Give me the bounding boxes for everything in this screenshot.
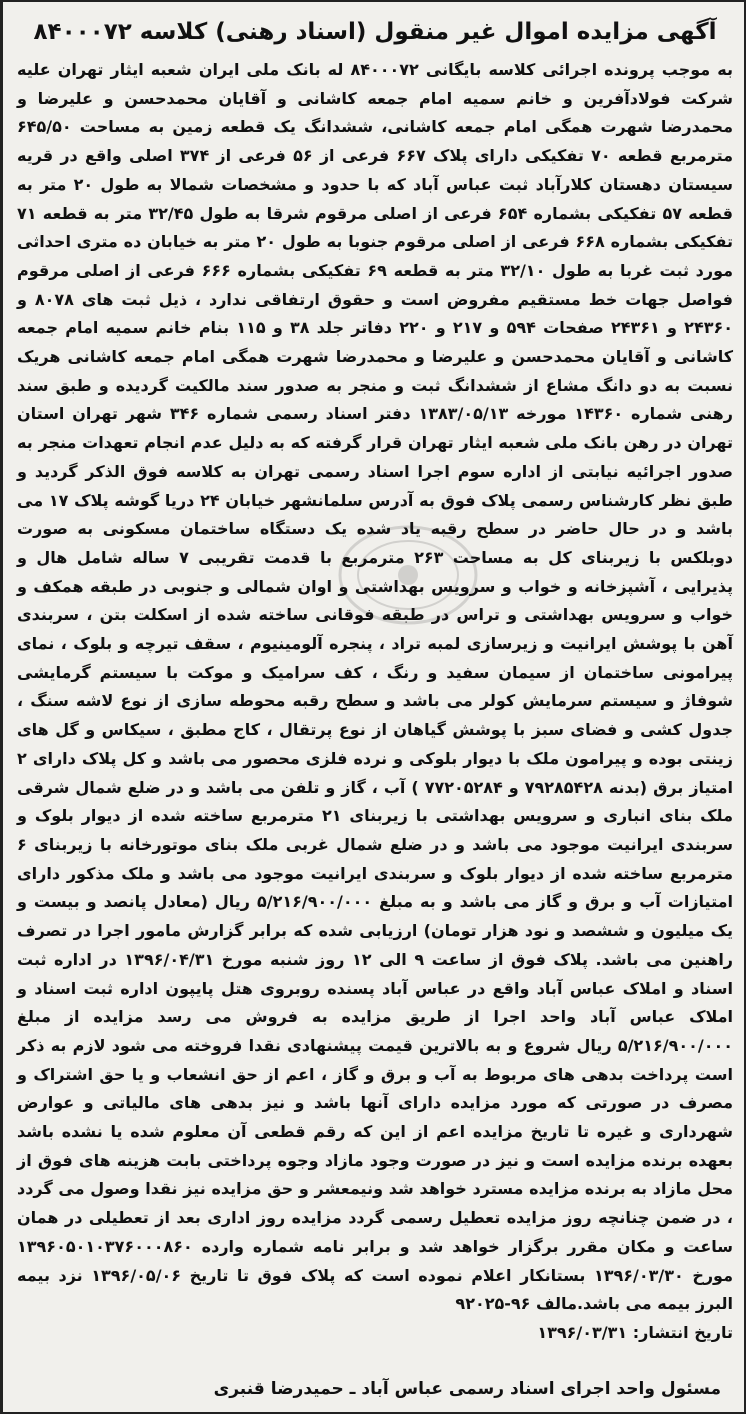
publication-date: تاریخ انتشار: ۱۳۹۶/۰۳/۳۱ bbox=[537, 1322, 733, 1342]
notice-body: به موجب پرونده اجرائی کلاسه بایگانی ۸۴۰۰۰۷۲ له بانک ملی ایران شعبه ایثار تهران علیه شرکت فولادآفرین و خانم سمیه امام جمعه کاشانی و آقایان محمدحسن و علیرضا و محمدرضا شهرت همگی امام جمعه کاشانی، ششدانگ یک قطعه زمین به مساحت ۶۴۵/۵۰ مترمربع قطعه ۷۰ تفکیکی دارای پلاک ۶۶۷ فرعی از ۵۶ فرعی از ۳۷۴ اصلی واقع در قریه سیستان دهستان کلارآباد ثبت عباس آباد که با حدود و مشخصات شمالا به طول ۲۰ متر به قطعه ۵۷ تفکیکی بشماره ۶۵۴ فرعی از اصلی مرقوم شرقا به طول ۳۲/۴۵ متر به قطعه ۷۱ تفکیکی بشماره ۶۶۸ فرعی از اصلی مرقوم جنوبا به طول ۲۰ متر به خیابان ده متری احداثی مورد ثبت غربا به طول ۳۲/۱۰ متر به قطعه ۶۹ تفکیکی بشماره ۶۶۶ فرعی از اصلی مرقوم فواصل جهات خط مستقیم مفروض است و حقوق ارتفاقی ندارد ، ذیل ثبت های ۸۰۷۸ و ۲۴۳۶۰ و ۲۴۳۶۱ صفحات ۵۹۴ و ۲۱۷ و ۲۲۰ دفاتر جلد ۳۸ و ۱۱۵ بنام خانم سمیه امام جمعه کاشانی و آقایان محمدحسن و علیرضا و محمدرضا شهرت همگی امام جمعه کاشانی هریک نسبت به دو دانگ مشاع از ششدانگ ثبت و منجر به صدور سند مالکیت گردیده و طبق سند رهنی شماره ۱۴۳۶۰ مورخه ۱۳۸۳/۰۵/۱۳ دفتر اسناد رسمی شماره ۳۴۶ شهر تهران استان تهران در رهن بانک ملی شعبه ایثار تهران قرار گرفته که به دلیل عدم انجام تعهدات منجر به صدور اجرائیه نیابتی از اداره سوم اجرا اسناد رسمی تهران به کلاسه فوق الذکر گردید و طبق نظر کارشناس رسمی پلاک فوق به آدرس سلمانشهر خیابان ۲۴ دریا گوشه پلاک ۱۷ می باشد و در حال حاضر در سطح رقبه یاد شده یک دستگاه ساختمان مسکونی به صورت دوبلکس با زیربنای کل به مساحت ۲۶۳ مترمربع با قدمت تقریبی ۷ ساله شامل هال و پذیرایی ، آشپزخانه و خواب و سرویس بهداشتی و اوان شمالی و جنوبی در طبقه همکف و خواب و سرویس بهداشتی و تراس در طبقه فوقانی ساخته شده از اسکلت بتن ، سربندی آهن با پوشش ایرانیت و زیرسازی لمبه تراد ، پنجره آلومینیوم ، سقف تیرچه و بلوک ، نمای پیرامونی ساختمان از سیمان سفید و رنگ ، کف سرامیک و موکت با سیستم گرمایشی شوفاژ و سیستم سرمایش کولر می باشد و سطح رقبه محوطه سازی از نوع لاشه سنگ ، جدول کشی و فضای سبز با پوشش گیاهان از نوع پرتقال ، کاج مطبق ، سیکاس و گل های زینتی بوده و پیرامون ملک با دیوار بلوکی و نرده فلزی محصور می باشد و کل پلاک دارای ۲ امتیاز برق (بدنه ۷۹۲۸۵۴۲۸ و ۷۷۲۰۵۲۸۴ ) آب ، گاز و تلفن می باشد و در ضلع شمال شرقی ملک بنای انباری و سرویس بهداشتی با زیربنای ۲۱ مترمربع ساخته شده از دیوار بلوک و سربندی ایرانیت موجود می باشد و در ضلع شمال غربی ملک بنای موتورخانه با زیربنای ۶ مترمربع ساخته شده از دیوار بلوک و سربندی ایرانیت موجود می باشد و ملک مذکور دارای امتیازات آب و برق و گاز می باشد و به مبلغ ۵/۲۱۶/۹۰۰/۰۰۰ ریال (معادل پانصد و بیست و یک میلیون و ششصد و نود هزار تومان) ارزیابی شده که برابر گزارش مامور اجرا در تصرف راهنین می باشد. پلاک فوق از ساعت ۹ الی ۱۲ روز شنبه مورخ ۱۳۹۶/۰۴/۳۱ در اداره ثبت اسناد و املاک عباس آباد واقع در عباس آباد پسنده روبروی هتل پایپون اداره ثبت اسناد و املاک عباس آباد واحد اجرا از طریق مزایده به فروش می رسد مزایده از مبلغ ۵/۲۱۶/۹۰۰/۰۰۰ ریال شروع و به بالاترین قیمت پیشنهادی نقدا فروخته می شود لازم به ذکر است پرداخت بدهی های مربوط به آب و برق و گاز ، اعم از حق انشعاب و یا حق اشتراک و مصرف در صورتی که مورد مزایده دارای آنها باشد و نیز بدهی های مالیاتی و عوارض شهرداری و غیره تا تاریخ مزایده اعم از این که رقم قطعی آن معلوم شده یا نشده باشد بعهده برنده مزایده است و نیز در صورت وجود مازاد وجوه پرداختی بابت هزینه های فوق از محل مازاد به برنده مزایده مسترد خواهد شد ونیمعشر و حق مزایده نیز نقدا وصول می گردد ، در ضمن چنانچه روز مزایده تعطیل رسمی گردد مزایده روز اداری بعد از تعطیلی در همان ساعت و مکان مقرر برگزار خواهد شد و برابر نامه شماره وارده ۱۳۹۶۰۵۰۱۰۳۷۶۰۰۰۸۶۰ مورخ ۱۳۹۶/۰۳/۳۰ بستانکار اعلام نموده است که پلاک فوق تا تاریخ ۱۳۹۶/۰۵/۰۶ نزد بیمه البرز بیمه می باشد.مالف ۹۶-۹۲۰۲۵ bbox=[17, 60, 734, 1314]
auction-notice bbox=[17, 10, 733, 1347]
notice-title: آگهی مزایده اموال غیر منقول (اسناد رهنی) کلاسه ۸۴۰۰۰۷۲ bbox=[33, 19, 717, 45]
signature-line: مسئول واحد اجرای اسناد رسمی عباس آباد ـ حمیدرضا قنبری bbox=[213, 1379, 721, 1399]
